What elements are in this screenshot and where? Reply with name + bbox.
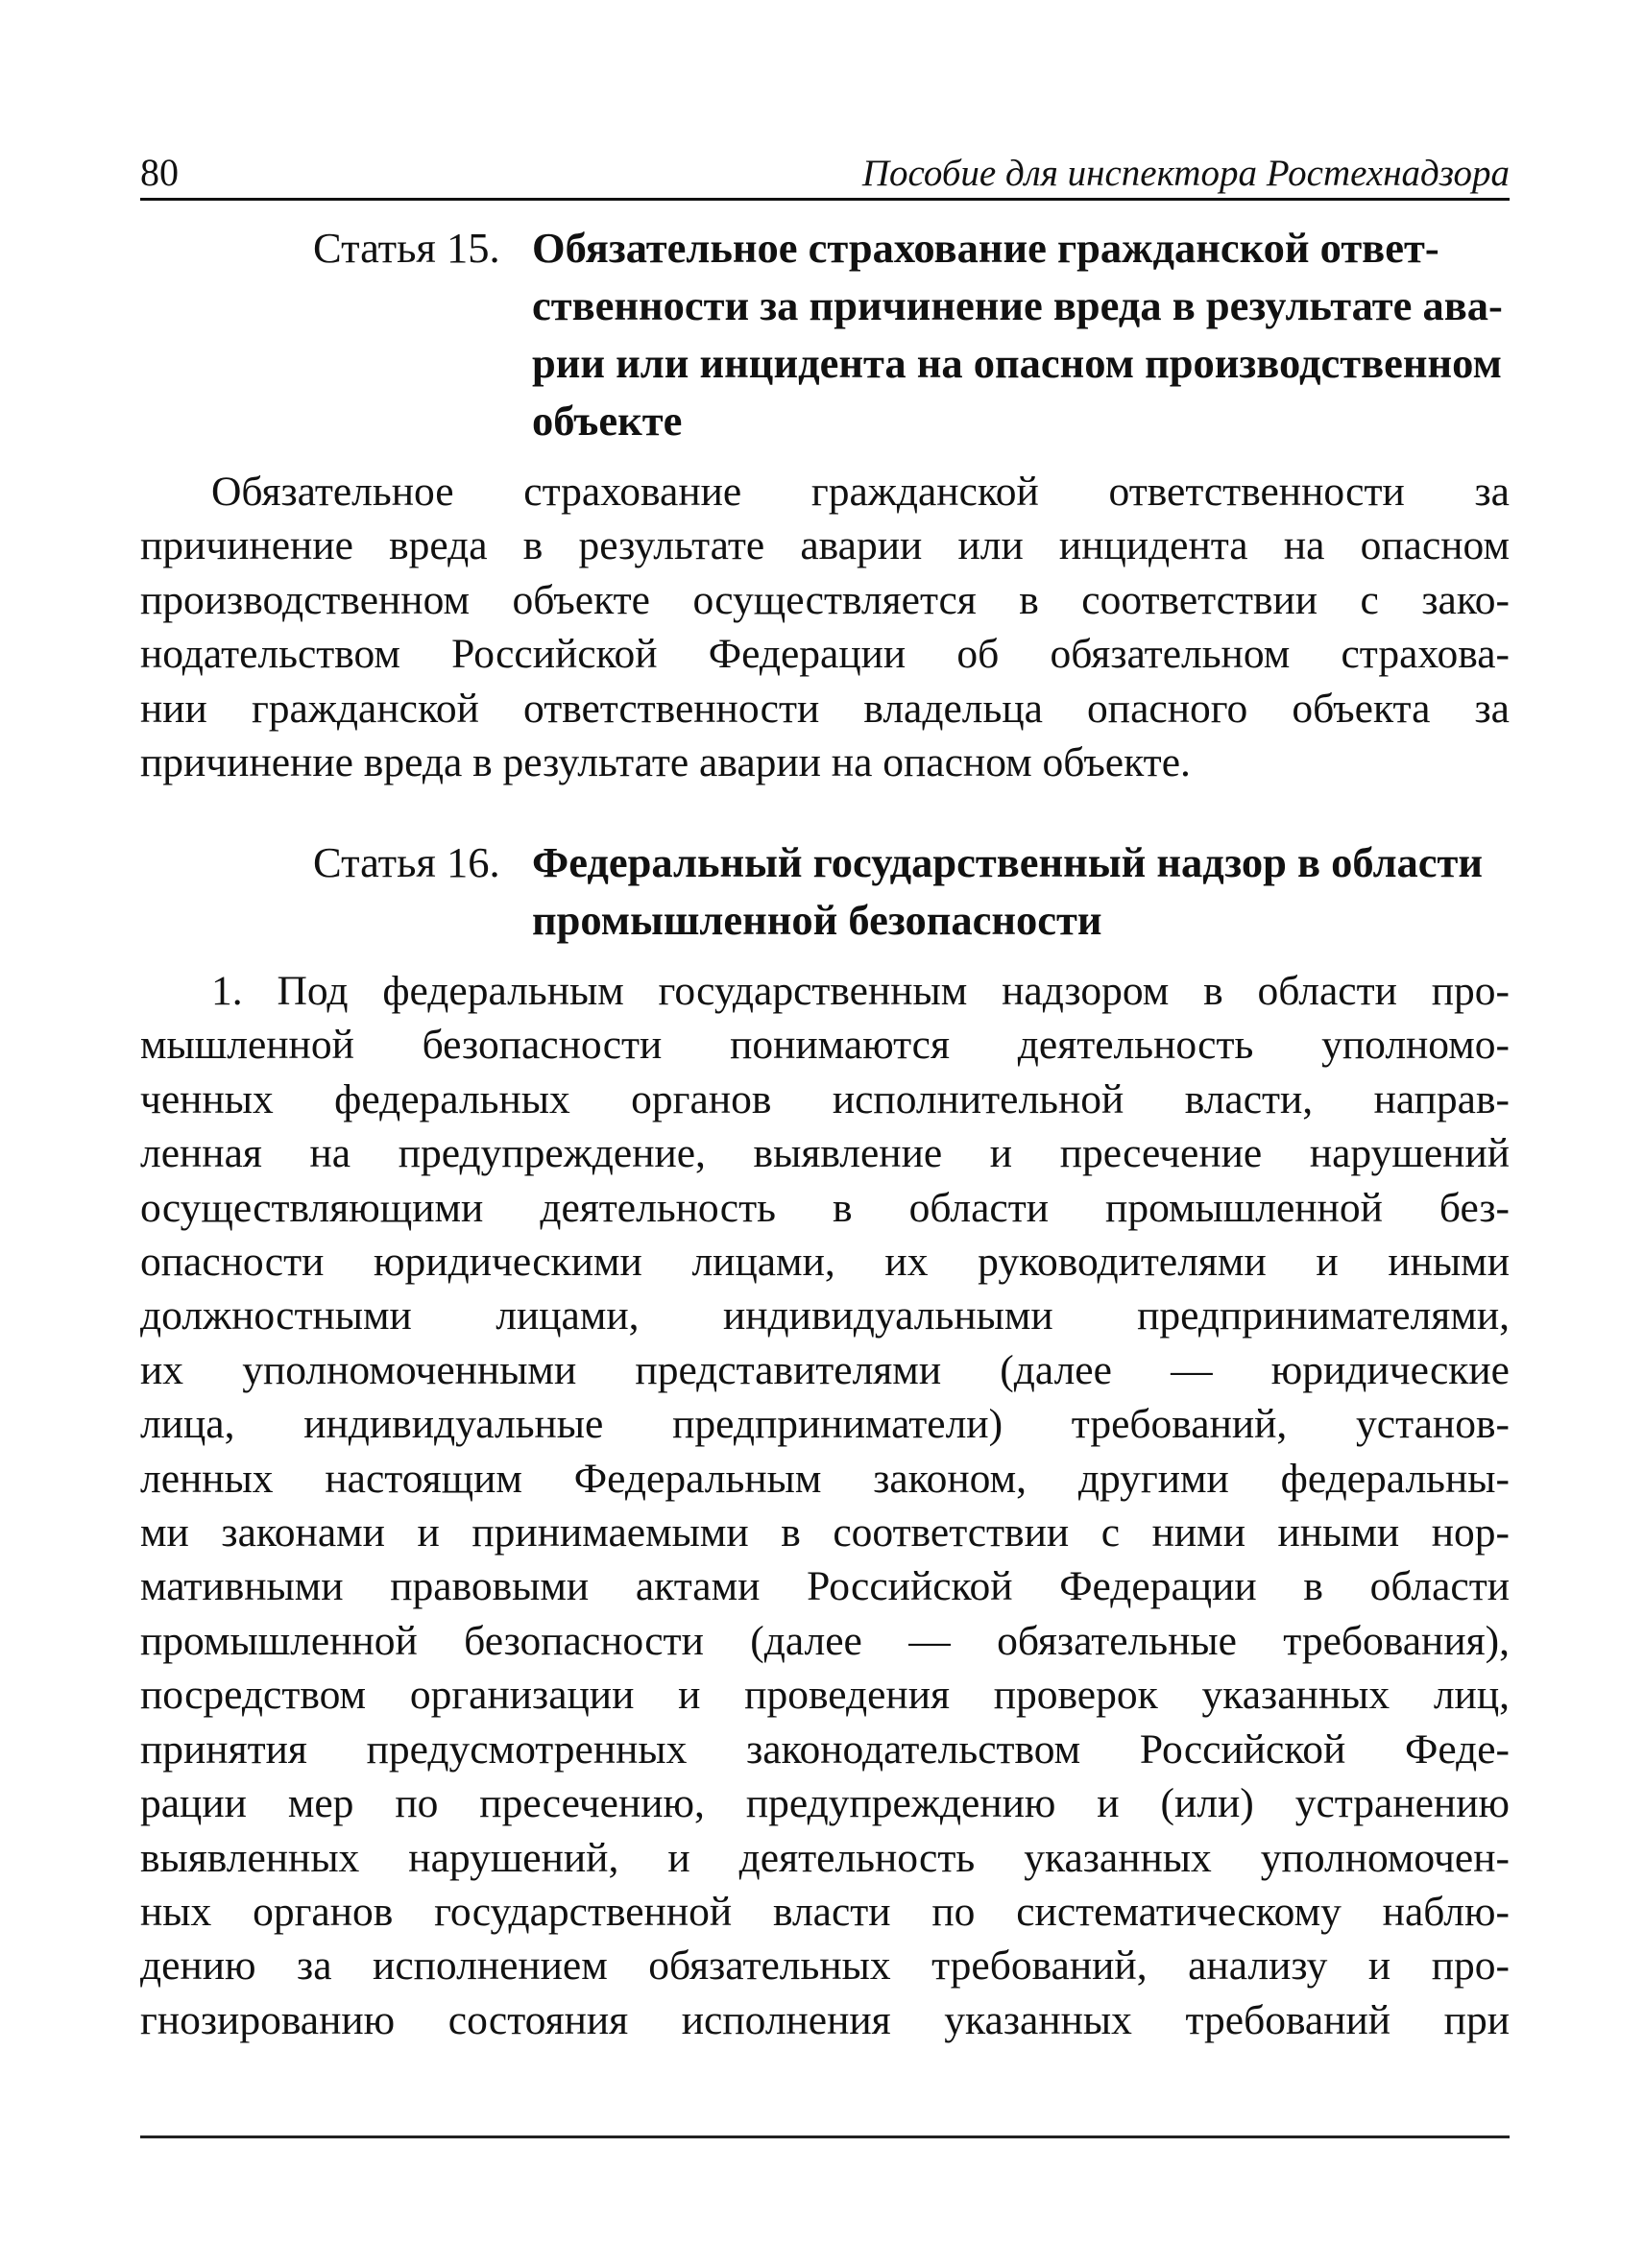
article-15-title-line: Обязательное страхование гражданской ответ- [532, 224, 1439, 272]
paragraph-line: ченных федеральных органов исполнительной власти, направ- [140, 1075, 1510, 1122]
paragraph-line: дению за исполнением обязательных требований, анализу и про- [140, 1942, 1510, 1990]
paragraph-line: промышленной безопасности (далее — обязательные требования), [140, 1617, 1510, 1664]
article-16-paragraph [140, 964, 1510, 2047]
bottom-rule [140, 2135, 1510, 2138]
article-15-title-line: рии или инцидента на опасном производственном [532, 339, 1502, 387]
paragraph-line: лица, индивидуальные предприниматели) требований, установ- [140, 1401, 1510, 1448]
article-16-label: Статья 16. [313, 838, 500, 886]
paragraph-line: нии гражданской ответственности владельца опасного объекта за [140, 685, 1510, 732]
paragraph-line: 1. Под федеральным государственным надзором в области про- [211, 968, 1510, 1014]
article-16-heading [0, 833, 1644, 949]
article-15-title-line: ственности за причинение вреда в результате ава- [532, 281, 1503, 329]
article-16-title-line: Федеральный государственный надзор в области [532, 838, 1484, 886]
paragraph-line: осуществляющими деятельность в области промышленной без- [140, 1184, 1510, 1231]
paragraph-line: причинение вреда в результате аварии на опасном объекте. [140, 739, 1191, 786]
paragraph-line: ленная на предупреждение, выявление и пресечение нарушений [140, 1130, 1510, 1177]
paragraph-line: опасности юридическими лицами, их руководителями и иными [140, 1239, 1510, 1286]
paragraph-line: производственном объекте осуществляется в соответствии с зако- [140, 576, 1510, 623]
paragraph-line: ных органов государственной власти по систематическому наблю- [140, 1888, 1510, 1935]
article-16-title-line: промышленной безопасности [532, 896, 1102, 944]
paragraph-line: посредством организации и проведения проверок указанных лиц, [140, 1672, 1510, 1719]
paragraph-line: должностными лицами, индивидуальными предпринимателями, [140, 1292, 1510, 1339]
article-15-title [532, 219, 1503, 449]
paragraph-line: ленных настоящим Федеральным законом, другими федеральны- [140, 1455, 1510, 1502]
paragraph-line: Обязательное страхование гражданской ответственности за [211, 469, 1510, 515]
article-16-title [532, 833, 1483, 949]
running-header [140, 134, 1510, 201]
article-15-heading [0, 219, 1644, 449]
page-number: 80 [140, 151, 179, 194]
article-15-label: Статья 15. [313, 224, 500, 272]
paragraph-line: ми законами и принимаемыми в соответствии с ними иными нор- [140, 1509, 1510, 1556]
paragraph-line: принятия предусмотренных законодательством Российской Феде- [140, 1725, 1510, 1773]
paragraph-line: нодательством Российской Федерации об обязательном страхова- [140, 631, 1510, 678]
paragraph-line: их уполномоченными представителями (далее — юридические [140, 1346, 1510, 1393]
paragraph-line: причинение вреда в результате аварии или инцидента на опасном [140, 522, 1510, 569]
paragraph-line: мативными правовыми актами Российской Федерации в области [140, 1563, 1510, 1610]
article-15-title-line: объекте [532, 397, 683, 445]
paragraph-line: выявленных нарушений, и деятельность указанных уполномочен- [140, 1834, 1510, 1881]
article-15-paragraph [140, 465, 1510, 789]
paragraph-line: рации мер по пресечению, предупреждению и (или) устранению [140, 1780, 1510, 1827]
paragraph-line: мышленной безопасности понимаются деятельность уполномо- [140, 1022, 1510, 1069]
paragraph-line: гнозированию состояния исполнения указанных требований при [140, 1996, 1510, 2043]
running-title: Пособие для инспектора Ростехнадзора [861, 153, 1510, 194]
